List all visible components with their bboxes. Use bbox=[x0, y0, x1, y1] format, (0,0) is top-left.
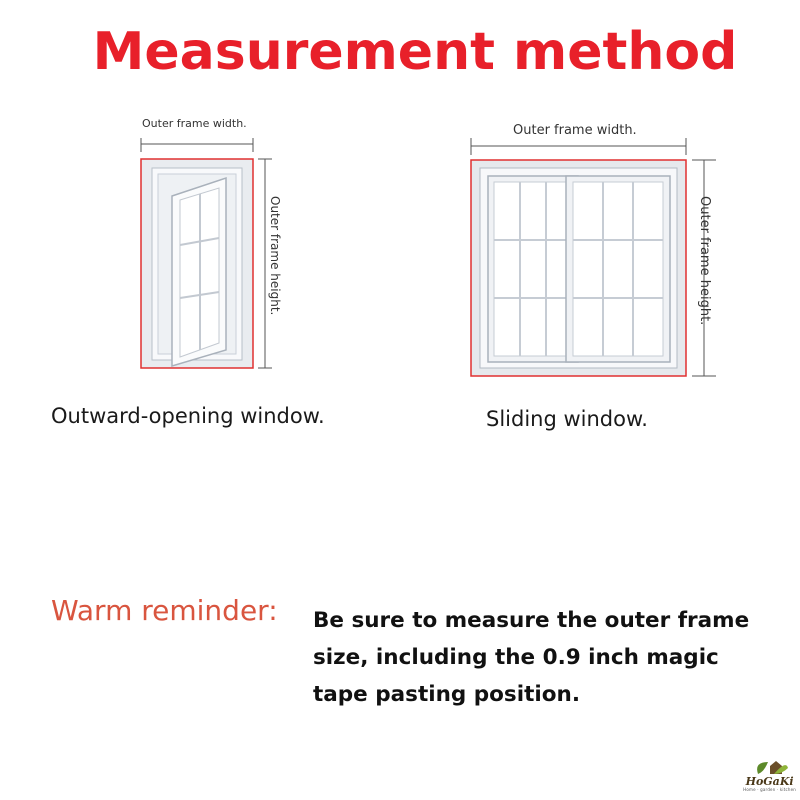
left-width-label: Outer frame width. bbox=[142, 117, 247, 130]
leaf-icon bbox=[750, 758, 790, 776]
brand-logo bbox=[743, 758, 796, 792]
left-height-label: Outer frame height. bbox=[268, 196, 282, 316]
page-title: Measurement method bbox=[92, 22, 738, 82]
reminder-text: Be sure to measure the outer frame size, including the 0.9 inch magic tape pasting position. bbox=[313, 608, 750, 707]
logo-name: HoGaKi bbox=[745, 775, 794, 788]
sliding-window-illustration bbox=[471, 138, 716, 376]
reminder-label: Warm reminder: bbox=[51, 594, 278, 627]
outward-window-illustration bbox=[141, 138, 272, 368]
logo-tagline: Home · garden · kitchen bbox=[743, 787, 796, 792]
right-window-caption: Sliding window. bbox=[486, 407, 648, 431]
right-height-label: Outer frame height. bbox=[697, 196, 712, 326]
left-window-caption: Outward-opening window. bbox=[51, 404, 325, 428]
right-width-label: Outer frame width. bbox=[513, 123, 637, 138]
